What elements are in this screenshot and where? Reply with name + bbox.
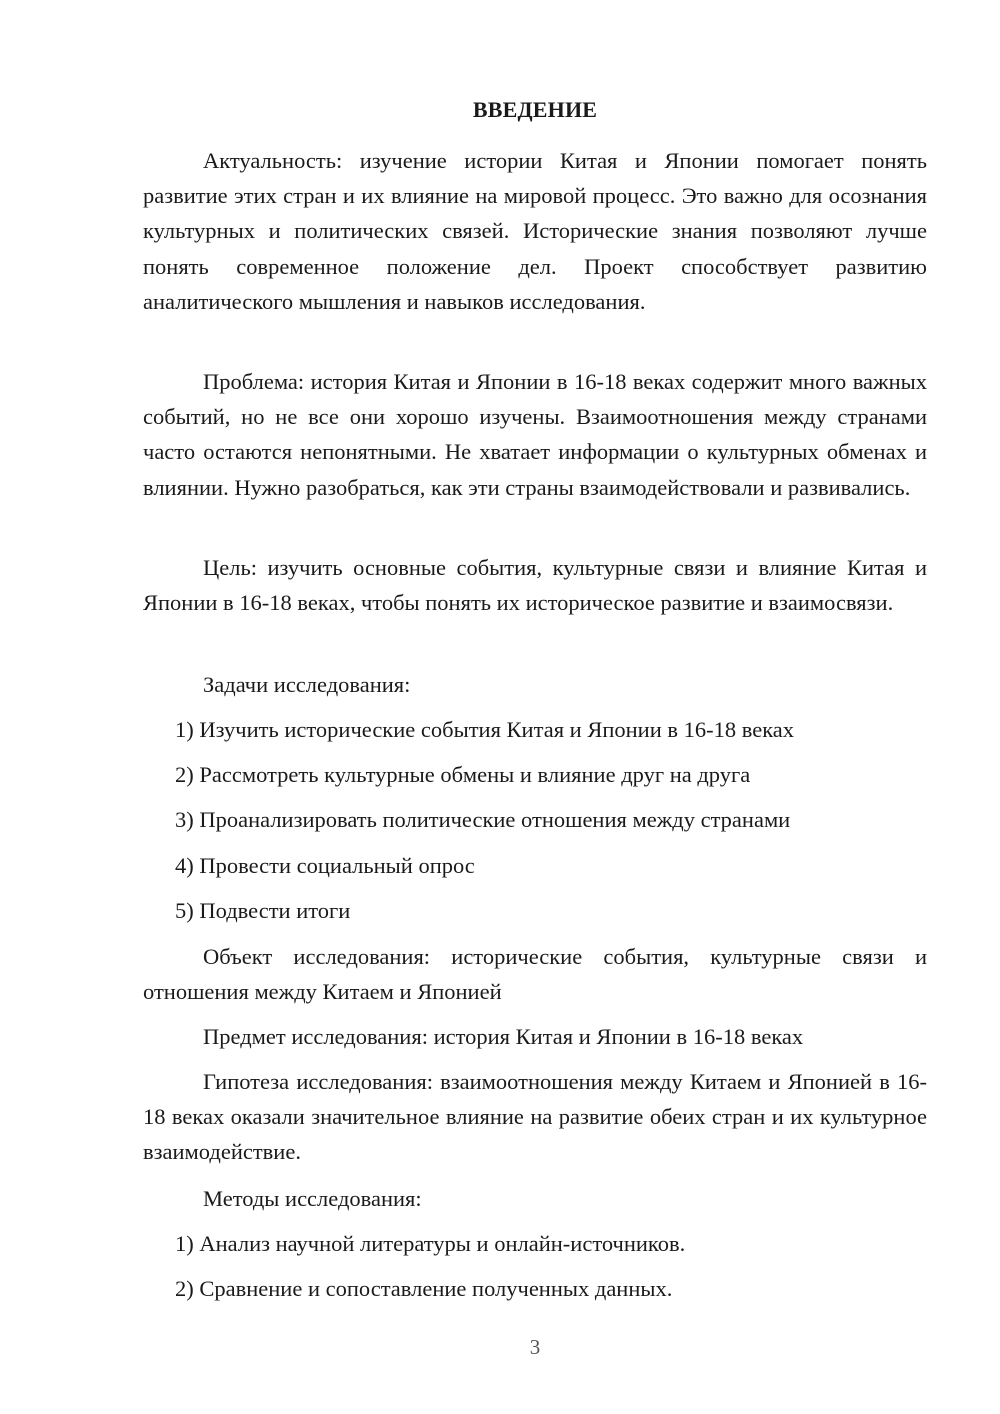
problem-paragraph: Проблема: история Китая и Японии в 16-18 веках содержит много важных событий, но не все они хорошо изучены. Взаимоотношения между странами часто остаются непонятными. Не хватает информации о культурных обменах и влиянии. Нужно разобраться, как эти страны взаимодействовали и развивались. [143, 369, 927, 500]
goal-paragraph: Цель: изучить основные события, культурные связи и влияние Китая и Японии в 16-18 веках, чтобы понять их историческое развитие и взаимосвязи. [143, 555, 927, 616]
task-item: 3) Проанализировать политические отношения между странами [175, 807, 791, 832]
tasks-heading: Задачи исследования: [203, 672, 411, 697]
subject-paragraph: Предмет исследования: история Китая и Японии в 16-18 веках [203, 1024, 804, 1049]
method-item: 1) Анализ научной литературы и онлайн-источников. [175, 1231, 686, 1256]
task-item: 1) Изучить исторические события Китая и Японии в 16-18 веках [175, 717, 795, 742]
method-item: 2) Сравнение и сопоставление полученных данных. [175, 1276, 673, 1301]
task-item: 4) Провести социальный опрос [175, 853, 475, 878]
hypothesis-paragraph: Гипотеза исследования: взаимоотношения между Китаем и Японией в 16-18 веках оказали значительное влияние на развитие обеих стран и их культурное взаимодействие. [143, 1069, 927, 1165]
task-item: 5) Подвести итоги [175, 898, 351, 923]
section-title: ВВЕДЕНИЕ [472, 97, 598, 122]
object-paragraph: Объект исследования: исторические события, культурные связи и отношения между Китаем и Японией [143, 944, 927, 1005]
task-item: 2) Рассмотреть культурные обмены и влияние друг на друга [175, 762, 751, 787]
page-number: 3 [529, 1335, 541, 1359]
relevance-paragraph: Актуальность: изучение истории Китая и Японии помогает понять развитие этих стран и их влияние на мировой процесс. Это важно для осознания культурных и политических связей. Исторические знания позволяют лучше понять современное положение дел. Проект способствует развитию аналитического мышления и навыков исследования. [143, 148, 927, 314]
methods-heading: Методы исследования: [203, 1186, 422, 1211]
